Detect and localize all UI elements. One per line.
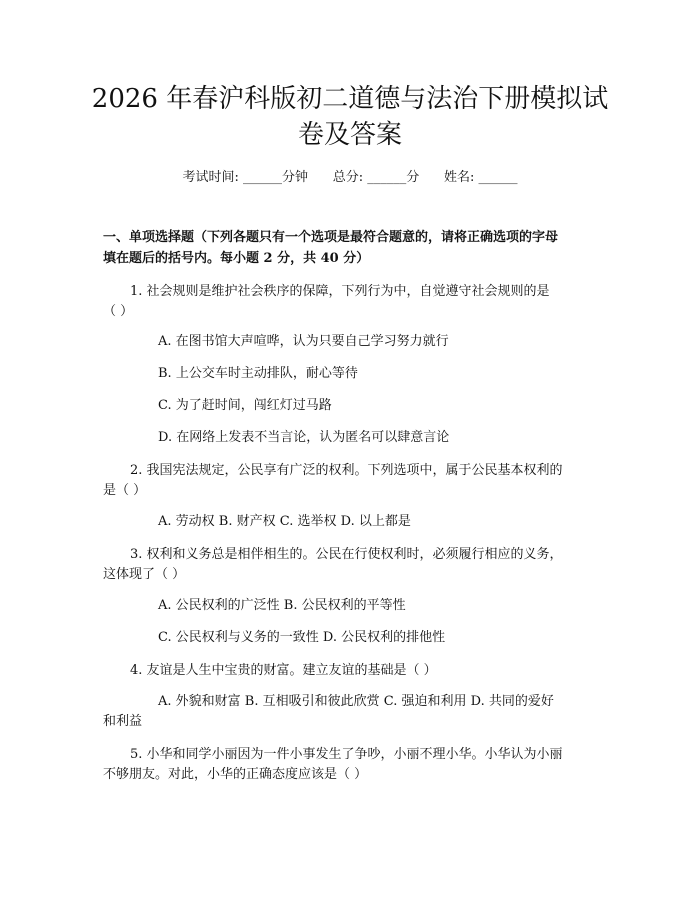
question-2-stem-cont: 是（ ） (103, 483, 147, 498)
exam-info-line: 考试时间: ______分钟 总分: ______分 姓名: ______ (182, 170, 518, 185)
question-2-options: A. 劳动权 B. 财产权 C. 选举权 D. 以上都是 (158, 514, 411, 529)
question-5-stem-cont: 不够朋友。对此，小华的正确态度应该是（ ） (103, 767, 368, 782)
question-3-options-ab: A. 公民权利的广泛性 B. 公民权利的平等性 (158, 598, 406, 613)
question-4-options-cont: 和利益 (103, 714, 143, 729)
section-heading-line-1: 一、单项选择题（下列各题只有一个选项是最符合题意的，请将正确选项的字母 (103, 230, 559, 245)
question-1-option-c: C. 为了赶时间，闯红灯过马路 (158, 398, 332, 413)
question-1-stem-cont: （ ） (103, 304, 134, 319)
question-1-option-a: A. 在图书馆大声喧哗，认为只要自己学习努力就行 (158, 334, 449, 349)
question-4-options: A. 外貌和财富 B. 互相吸引和彼此欣赏 C. 强迫和利用 D. 共同的爱好 (158, 694, 554, 709)
question-3-stem-cont: 这体现了（ ） (103, 567, 186, 582)
question-4-stem: 4. 友谊是人生中宝贵的财富。建立友谊的基础是（ ） (130, 663, 437, 678)
question-3-stem: 3. 权利和义务总是相伴相生的。公民在行使权利时，必须履行相应的义务， (130, 547, 563, 562)
question-1-option-b: B. 上公交车时主动排队，耐心等待 (158, 366, 358, 381)
question-1-stem: 1. 社会规则是维护社会秩序的保障，下列行为中，自觉遵守社会规则的是 (130, 284, 550, 299)
question-5-stem: 5. 小华和同学小丽因为一件小事发生了争吵，小丽不理小华。小华认为小丽 (130, 747, 563, 762)
exam-title-line-1: 2026 年春沪科版初二道德与法治下册模拟试 (91, 84, 609, 114)
section-heading-line-2: 填在题后的括号内。每小题 2 分，共 40 分） (103, 251, 370, 266)
question-1-option-d: D. 在网络上发表不当言论，认为匿名可以肆意言论 (158, 430, 450, 445)
question-2-stem: 2. 我国宪法规定，公民享有广泛的权利。下列选项中，属于公民基本权利的 (130, 463, 563, 478)
question-3-options-cd: C. 公民权利与义务的一致性 D. 公民权利的排他性 (158, 630, 446, 645)
exam-title-line-2: 卷及答案 (297, 120, 402, 150)
